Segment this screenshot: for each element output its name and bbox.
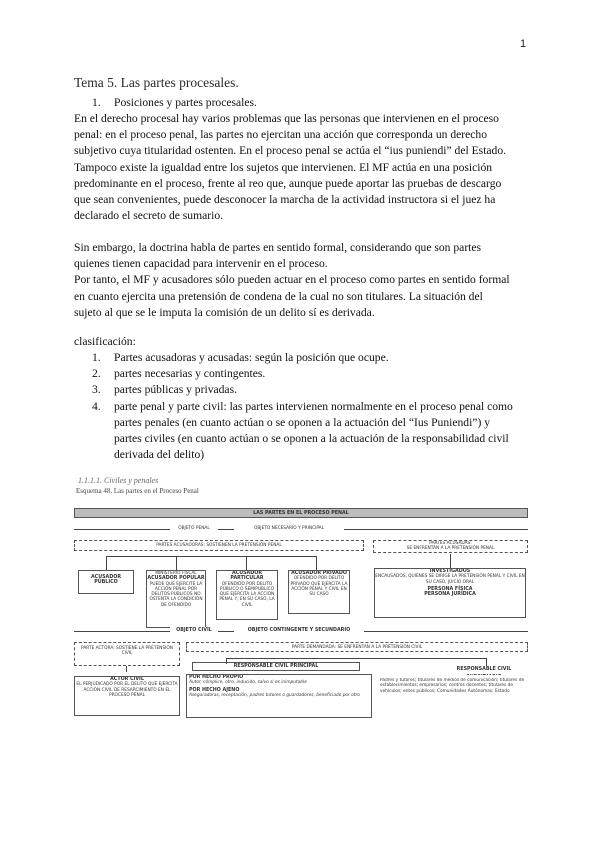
partes-acusadas-box — [373, 540, 528, 553]
list-number: 2. — [92, 367, 101, 381]
responsable-principal-detail — [186, 674, 372, 718]
acusador-privado-title: ACUSADOR PRIVADO — [291, 571, 347, 576]
connector — [246, 556, 247, 570]
list-item-continued: partes penales (en cuanto actúan o se oponen a la actuación del “Ius Puniendi”) y — [114, 415, 491, 429]
paragraph-line: penal: en el proceso penal, las partes no ejercitan una acción que corresponda un derecho — [74, 128, 488, 142]
connector — [226, 658, 486, 659]
acusador-particular-box — [216, 570, 278, 620]
paragraph-line: Por tanto, el MF y acusadores sólo pueden actuar en el proceso como partes en sentido formal — [74, 273, 510, 287]
paragraph-line: En el derecho procesal hay varios problemas que las personas que intervienen en el proceso — [74, 112, 499, 125]
acusador-publico-box: ACUSADOR PÚBLICO — [78, 570, 134, 594]
paragraph-line: declarado el secreto de sumario. — [74, 209, 224, 223]
acusador-popular-title: ACUSADOR POPULAR — [147, 576, 205, 582]
objeto-necesario-label: OBJETO NECESARIO Y PRINCIPAL — [234, 525, 344, 533]
connector — [106, 556, 316, 557]
clasificacion-label: clasificación: — [74, 335, 136, 348]
objeto-penal-label: OBJETO PENAL — [170, 525, 218, 533]
paragraph-line: subjetivo cuya titularidad ostenten. En el proceso penal se actúa el “ius puniendi” del Estado. — [74, 144, 507, 158]
list-text: partes públicas y privadas. — [114, 383, 237, 397]
responsable-subsidiario-label: RESPONSABLE CIVIL — [456, 667, 512, 672]
partes-acusadas-sub: SE ENFRENTAN A LA PRETENSIÓN PENAL — [406, 546, 495, 552]
list-number: 1. — [92, 351, 101, 364]
actor-civil-title: ACTOR CIVIL — [110, 677, 144, 682]
list-item-continued: derivada del delito) — [114, 448, 205, 462]
acusador-privado-text: OFENDIDO POR DELITO PRIVADO QUE EJERCITA LA ACCIÓN PENAL Y CIVIL EN SU CASO — [290, 576, 348, 598]
partes-acusadoras-box: PARTES ACUSADORAS: SOSTIENEN LA PRETENSIÓN PENAL — [74, 540, 364, 551]
paragraph-1 — [74, 111, 534, 224]
list-item — [92, 382, 552, 398]
acusador-popular-box — [146, 570, 206, 628]
list-item — [92, 399, 552, 415]
parties-diagram — [66, 476, 534, 732]
connector — [316, 556, 317, 570]
section-label: Posiciones y partes procesales. — [114, 96, 257, 109]
acusador-particular-title: ACUSADOR PARTICULAR — [230, 571, 264, 582]
connector — [106, 556, 107, 570]
list-number: 3. — [92, 383, 101, 397]
connector — [126, 666, 127, 672]
section-heading — [74, 95, 552, 111]
list-item — [92, 366, 552, 382]
connector — [486, 658, 487, 666]
list-number: 4. — [92, 399, 101, 413]
actor-civil-box — [74, 676, 180, 716]
paragraph-line: Sin embargo, la doctrina habla de partes en sentido formal, considerando que son partes — [74, 241, 482, 254]
hecho-propio-text: Autor, cómplice, otro, inducido, salvo si es inimputable — [189, 680, 307, 686]
paragraph-line: Tampoco existe la igualdad entre los sujetos que intervienen. El MF actúa en una posición — [74, 160, 493, 174]
investigados-box — [374, 568, 526, 618]
investigados-text: ENCAUSADOS, QUIENES SE DIRIGE LA PRETENSIÓN PENAL Y CIVIL EN SU CASO, JUICIO ORAL — [375, 574, 525, 585]
paragraph-line: quienes tienen capacidad para intervenir en el proceso. — [74, 257, 328, 271]
paragraph-line: en cuanto ejercita una pretensión de condena de la cual no son titulares. La situación del — [74, 289, 483, 303]
figure-heading: 1.1.1.1. Civiles y penales — [78, 476, 159, 485]
actor-civil-text: EL PERJUDICADO POR EL DELITO QUE EJERCITA ACCIÓN CIVIL DE RESARCIMIENTO EN EL PROCESO PENAL — [76, 682, 178, 698]
section-number: 1. — [92, 96, 101, 109]
hecho-ajeno-title: POR HECHO AJENO — [189, 687, 240, 693]
objeto-contingente-label: OBJETO CONTINGENTE Y SECUNDARIO — [234, 627, 364, 635]
acusador-popular-text: PUEDE QUE EJERCITE LA ACCIÓN PENAL POR DELITOS PÚBLICOS NO OSTENTA LA CONDICIÓN DE OFENDIDO — [149, 581, 203, 608]
acusador-particular-text: OFENDIDO POR DELITO PÚBLICO O SEMIPÚBLICO QUE EJERCITA LA ACCIÓN PENAL Y, EN SU CASO, LA CIVIL — [219, 581, 275, 608]
responsable-principal-box: RESPONSABLE CIVIL PRINCIPAL — [192, 662, 360, 671]
list-text: partes necesarias y contingentes. — [114, 367, 266, 381]
clasificacion-list — [74, 350, 552, 463]
page-title: Tema 5. Las partes procesales. — [74, 75, 239, 90]
objeto-civil-label: OBJETO CIVIL — [170, 627, 218, 635]
persona-fisica-label: PERSONA FÍSICA — [427, 586, 473, 592]
parte-demandada-box: PARTE DEMANDADA: SE ENFRENTAN A LA PRETENSIÓN CIVIL — [186, 642, 528, 652]
paragraph-2 — [74, 240, 534, 321]
main-header: LAS PARTES EN EL PROCESO PENAL — [74, 508, 528, 518]
figure-caption: Esquema 48. Las partes en el Proceso Penal — [76, 487, 199, 495]
persona-juridica-label: PERSONA JURÍDICA — [424, 592, 476, 598]
paragraph-line: predominante en el proceso, frente al reo que, aunque puede aportar las pruebas de descargo — [74, 176, 502, 190]
list-text: Partes acusadoras y acusadas: según la posición que ocupe. — [114, 351, 389, 364]
responsable-subsidiario-detail: Padres y tutores; titulares de medios de comunicación; titulares de establecimientos; empresarios; centros docentes; titulares de vehículos; entes públicos; Comunidades Autónomas; Estado — [380, 678, 525, 694]
list-text: parte penal y parte civil: las partes intervienen normalmente en el proceso penal como — [114, 399, 513, 413]
list-item — [92, 350, 552, 366]
list-item-continued: partes civiles (en cuanto actúan o se oponen a la actuación de la responsabilidad civil — [114, 432, 509, 446]
page-number: 1 — [520, 38, 527, 50]
ministerio-fiscal-label: MINISTERIO FISCAL — [155, 571, 197, 576]
hecho-propio-title: POR HECHO PROPIO — [189, 675, 244, 680]
partes-acusadas-title: PARTES ACUSADAS: — [429, 541, 472, 546]
acusador-privado-box — [288, 570, 350, 614]
paragraph-line: que sean convenientes, puede desconocer la marcha de la actividad instructora si el juez ha — [74, 193, 496, 207]
connector — [450, 554, 451, 568]
paragraph-line: sujeto al que se le imputa la comisión de un delito sí es derivada. — [74, 305, 375, 319]
investigados-title: INVESTIGADOS — [429, 569, 471, 574]
parte-actora-box: PARTE ACTORA: SOSTIENE LA PRETENSIÓN CIVIL — [74, 642, 180, 666]
hecho-ajeno-text: Aseguradoras, receptación, padres tutores o guardadores, beneficiado por otro — [189, 692, 360, 698]
connector — [176, 556, 177, 570]
